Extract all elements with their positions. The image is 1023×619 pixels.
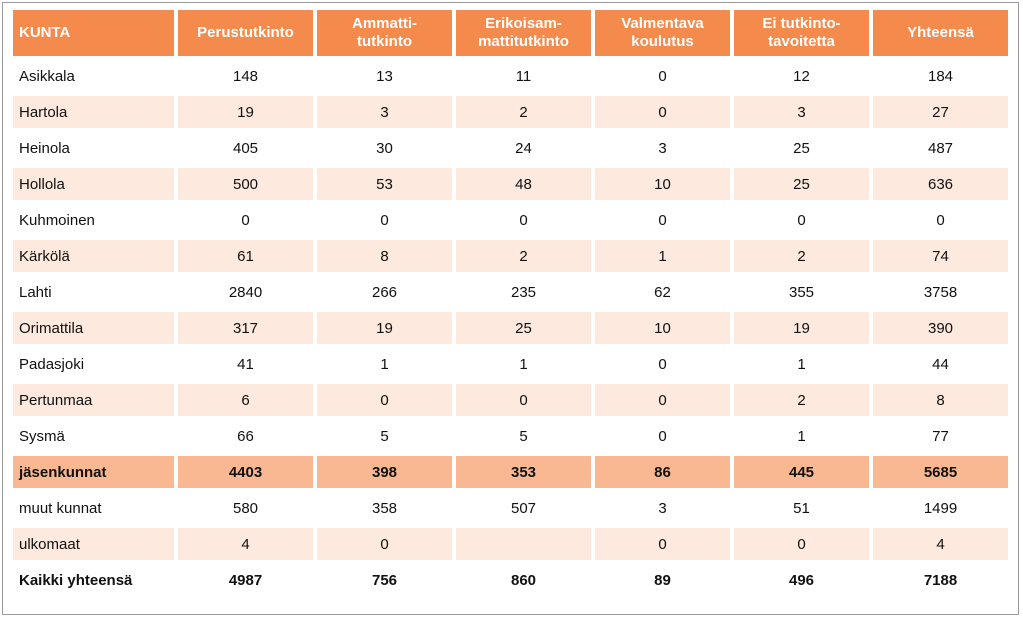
row-label-cell: Kärkölä [13,240,174,276]
value-cell: 0 [456,384,591,420]
header-ei-tutkintotavoitetta [734,10,869,60]
value-cell: 24 [456,132,591,168]
value-cell: 398 [317,456,452,492]
value-cell: 4987 [178,564,313,600]
value-cell: 355 [734,276,869,312]
value-cell: 1 [734,420,869,456]
row-label-cell: Heinola [13,132,174,168]
value-cell: 5 [456,420,591,456]
value-cell: 0 [317,204,452,240]
value-cell: 19 [317,312,452,348]
value-cell: 184 [873,60,1008,96]
row-label-cell: jäsenkunnat [13,456,174,492]
value-cell: 30 [317,132,452,168]
value-cell: 317 [178,312,313,348]
header-perustutkinto-line-1: Perustutkinto [197,24,294,41]
value-cell: 353 [456,456,591,492]
value-cell: 10 [595,168,730,204]
row-label-cell: Sysmä [13,420,174,456]
value-cell: 19 [178,96,313,132]
row-label-cell: muut kunnat [13,492,174,528]
value-cell: 445 [734,456,869,492]
header-row [13,10,1008,60]
value-cell: 860 [456,564,591,600]
value-cell: 0 [595,384,730,420]
value-cell: 0 [595,528,730,564]
value-cell: 12 [734,60,869,96]
value-cell: 3 [317,96,452,132]
row-label-cell: Asikkala [13,60,174,96]
header-valmentava-koulutus-line-1: Valmentava [621,15,704,32]
header-kunta-line-1: KUNTA [19,24,71,41]
row-label-cell: Lahti [13,276,174,312]
row-label-cell: Kaikki yhteensä [13,564,174,600]
value-cell: 4403 [178,456,313,492]
row-label-cell: Padasjoki [13,348,174,384]
value-cell: 74 [873,240,1008,276]
header-kunta [13,10,174,60]
row-label-cell: Hartola [13,96,174,132]
value-cell: 8 [873,384,1008,420]
value-cell [456,528,591,564]
value-cell: 3 [595,492,730,528]
value-cell: 0 [873,204,1008,240]
row-label-cell: Orimattila [13,312,174,348]
header-valmentava-koulutus-line-2: koulutus [631,33,694,50]
value-cell: 2 [456,240,591,276]
value-cell: 0 [595,348,730,384]
value-cell: 51 [734,492,869,528]
value-cell: 89 [595,564,730,600]
header-perustutkinto [178,10,313,60]
value-cell: 1499 [873,492,1008,528]
header-ammattitutkinto-line-2: tutkinto [357,33,412,50]
value-cell: 3758 [873,276,1008,312]
value-cell: 4 [178,528,313,564]
table-row [13,168,1008,204]
value-cell: 41 [178,348,313,384]
value-cell: 0 [595,204,730,240]
table-row [13,204,1008,240]
table-row [13,492,1008,528]
value-cell: 0 [595,60,730,96]
value-cell: 5 [317,420,452,456]
value-cell: 0 [456,204,591,240]
header-ei-tutkintotavoitetta-line-2: tavoitetta [768,33,835,50]
value-cell: 2 [734,240,869,276]
row-label-cell: Pertunmaa [13,384,174,420]
row-label-cell: Hollola [13,168,174,204]
header-erikoisammattitutkinto-line-2: mattitutkinto [478,33,569,50]
statistics-table [9,10,1012,600]
value-cell: 4 [873,528,1008,564]
value-cell: 27 [873,96,1008,132]
value-cell: 636 [873,168,1008,204]
value-cell: 0 [734,528,869,564]
value-cell: 10 [595,312,730,348]
table-row [13,60,1008,96]
header-yhteensa [873,10,1008,60]
value-cell: 405 [178,132,313,168]
table-row [13,276,1008,312]
row-label-cell: Kuhmoinen [13,204,174,240]
value-cell: 500 [178,168,313,204]
table-row [13,564,1008,600]
value-cell: 25 [456,312,591,348]
value-cell: 0 [595,96,730,132]
value-cell: 62 [595,276,730,312]
value-cell: 3 [595,132,730,168]
value-cell: 496 [734,564,869,600]
value-cell: 0 [178,204,313,240]
value-cell: 1 [734,348,869,384]
value-cell: 11 [456,60,591,96]
value-cell: 148 [178,60,313,96]
value-cell: 61 [178,240,313,276]
value-cell: 25 [734,132,869,168]
row-label-cell: ulkomaat [13,528,174,564]
header-valmentava-koulutus [595,10,730,60]
value-cell: 2840 [178,276,313,312]
table-row [13,240,1008,276]
value-cell: 44 [873,348,1008,384]
value-cell: 0 [595,420,730,456]
value-cell: 235 [456,276,591,312]
value-cell: 580 [178,492,313,528]
header-ammattitutkinto [317,10,452,60]
header-yhteensa-line-1: Yhteensä [907,24,974,41]
value-cell: 0 [734,204,869,240]
value-cell: 13 [317,60,452,96]
value-cell: 756 [317,564,452,600]
value-cell: 358 [317,492,452,528]
value-cell: 1 [456,348,591,384]
value-cell: 77 [873,420,1008,456]
table-row [13,384,1008,420]
value-cell: 266 [317,276,452,312]
header-ammattitutkinto-line-1: Ammatti- [351,15,417,32]
value-cell: 53 [317,168,452,204]
value-cell: 66 [178,420,313,456]
value-cell: 2 [734,384,869,420]
value-cell: 6 [178,384,313,420]
table-row [13,528,1008,564]
value-cell: 0 [317,528,452,564]
table-row [13,456,1008,492]
value-cell: 86 [595,456,730,492]
value-cell: 7188 [873,564,1008,600]
value-cell: 1 [317,348,452,384]
header-ei-tutkintotavoitetta-line-1: Ei tutkinto- [762,15,841,32]
value-cell: 5685 [873,456,1008,492]
table-body [13,60,1008,600]
value-cell: 1 [595,240,730,276]
table-row [13,132,1008,168]
value-cell: 19 [734,312,869,348]
value-cell: 390 [873,312,1008,348]
table-row [13,348,1008,384]
table-frame [2,2,1019,615]
header-erikoisammattitutkinto-line-1: Erikoisam- [485,15,562,32]
value-cell: 8 [317,240,452,276]
header-erikoisammattitutkinto [456,10,591,60]
table-row [13,96,1008,132]
value-cell: 2 [456,96,591,132]
value-cell: 507 [456,492,591,528]
value-cell: 25 [734,168,869,204]
table-row [13,420,1008,456]
value-cell: 3 [734,96,869,132]
value-cell: 0 [317,384,452,420]
value-cell: 48 [456,168,591,204]
table-row [13,312,1008,348]
value-cell: 487 [873,132,1008,168]
